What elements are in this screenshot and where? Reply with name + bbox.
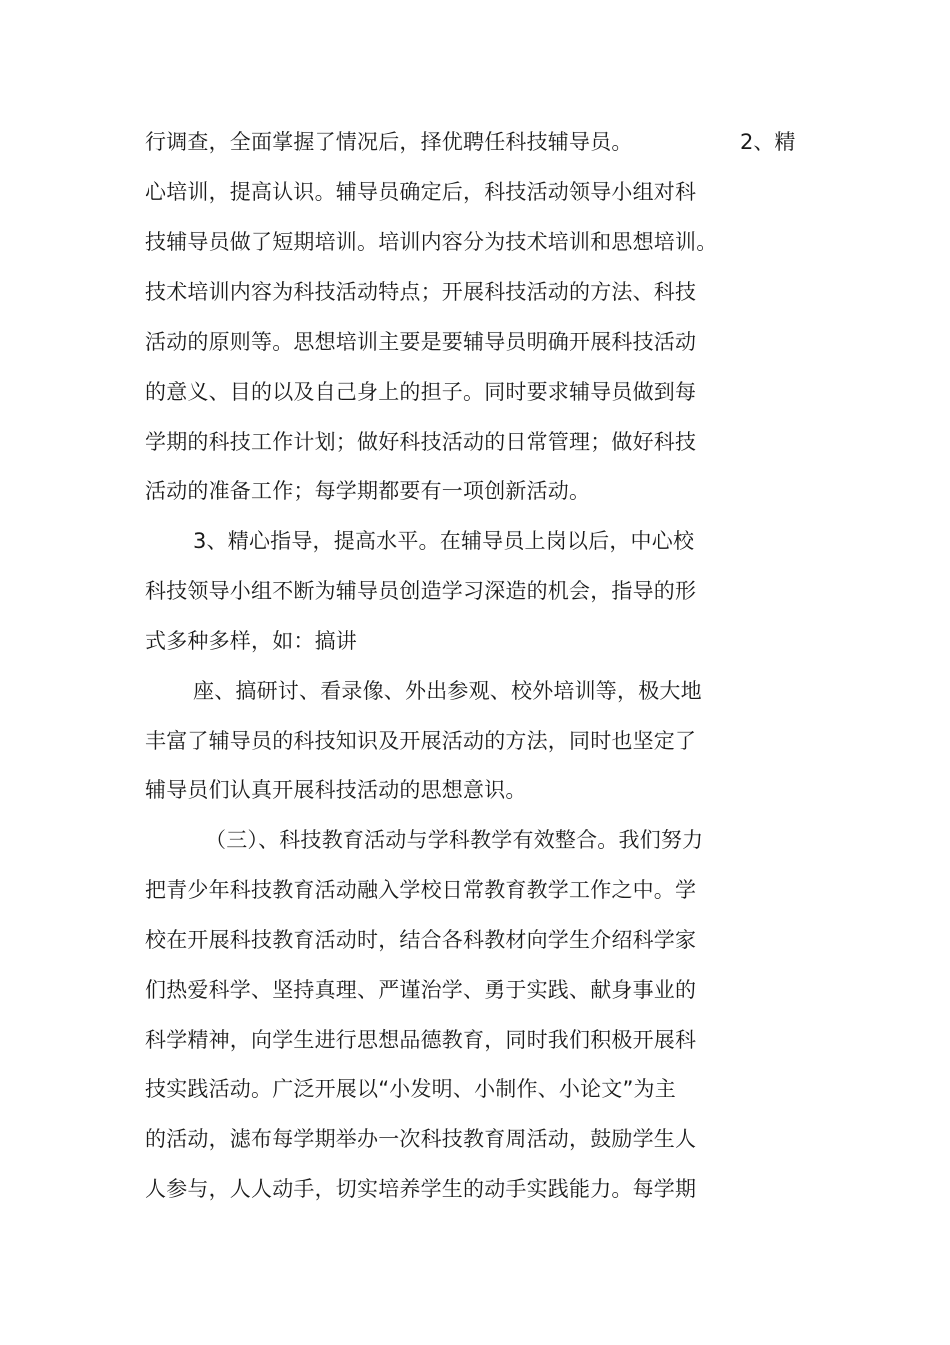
text-line-14: 辅导员们认真开展科技活动的思想意识。 <box>145 778 527 802</box>
text-line-16: 把青少年科技教育活动融入学校日常教育教学工作之中。学 <box>145 878 697 902</box>
text-line-3: 技辅导员做了短期培训。培训内容分为技术培训和思想培训。 <box>145 230 718 254</box>
text-line-20: 技实践活动。广泛开展以“小发明、小制作、小论文”为主 <box>145 1077 676 1101</box>
text-line-7: 学期的科技工作计划；做好科技活动的日常管理；做好科技 <box>145 430 697 454</box>
text-line-19: 科学精神，向学生进行思想品德教育，同时我们积极开展科 <box>145 1028 697 1052</box>
text-line-21: 的活动，滤布每学期举办一次科技教育周活动，鼓励学生人 <box>145 1127 697 1151</box>
text-line-5: 活动的原则等。思想培训主要是要辅导员明确开展科技活动 <box>145 330 697 354</box>
text-line-6: 的意义、目的以及自己身上的担子。同时要求辅导员做到每 <box>145 380 697 404</box>
text-line-9: 3、精心指导，提高水平。在辅导员上岗以后，中心校 <box>193 529 695 553</box>
text-line-17: 校在开展科技教育活动时，结合各科教材向学生介绍科学家 <box>145 928 697 952</box>
text-line-15: （三）、科技教育活动与学科教学有效整合。我们努力 <box>205 828 704 852</box>
text-line-11: 式多种多样，如：搞讲 <box>145 629 357 653</box>
text-line-8: 活动的准备工作；每学期都要有一项创新活动。 <box>145 479 591 503</box>
text-line-2: 心培训，提高认识。辅导员确定后，科技活动领导小组对科 <box>145 180 697 204</box>
text-line-12: 座、搞研讨、看录像、外出参观、校外培训等，极大地 <box>193 679 702 703</box>
text-line-13: 丰富了辅导员的科技知识及开展活动的方法，同时也坚定了 <box>145 729 697 753</box>
text-line-1: 行调查，全面掌握了情况后，择优聘任科技辅导员。 <box>145 130 633 154</box>
text-line-22: 人参与，人人动手，切实培养学生的动手实践能力。每学期 <box>145 1177 697 1201</box>
text-line-10: 科技领导小组不断为辅导员创造学习深造的机会，指导的形 <box>145 579 697 603</box>
text-line-4: 技术培训内容为科技活动特点；开展科技活动的方法、科技 <box>145 280 697 304</box>
text-line-18: 们热爱科学、坚持真理、严谨治学、勇于实践、献身事业的 <box>145 978 697 1002</box>
text-line-1-tail: 2、精 <box>740 130 796 154</box>
